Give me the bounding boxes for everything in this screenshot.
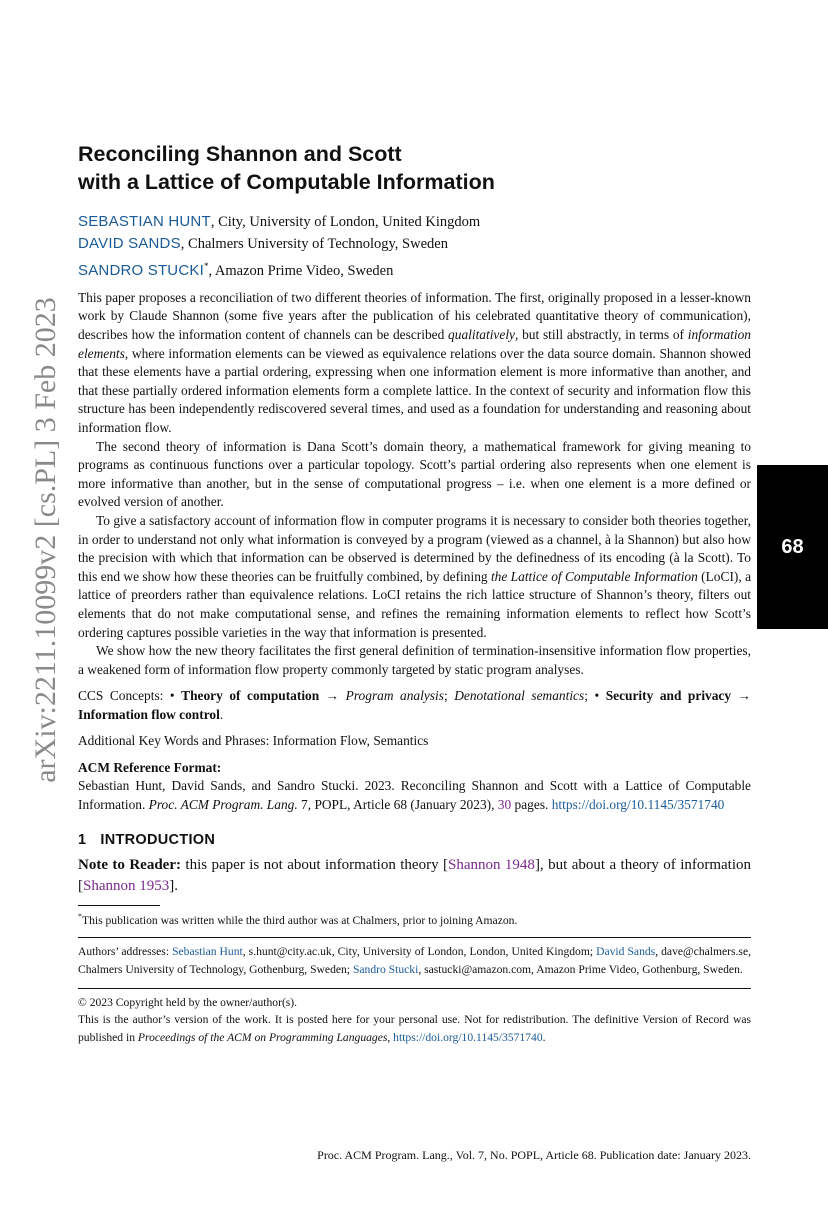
ccs-term: Information flow control xyxy=(78,707,220,723)
author-link[interactable]: David Sands xyxy=(596,945,656,959)
footnote-rule xyxy=(78,905,160,906)
reference-text: pages. xyxy=(511,796,552,812)
abstract-emphasis: the Lattice of Computable Information xyxy=(490,568,698,584)
author-affiliation: , Amazon Prime Video, Sweden xyxy=(208,262,394,279)
running-footer: Proc. ACM Program. Lang., Vol. 7, No. POPL, Article 68. Publication date: January 2023. xyxy=(317,1148,751,1162)
footnote-mark: * xyxy=(78,912,82,922)
abstract xyxy=(78,289,751,679)
section-title: INTRODUCTION xyxy=(100,832,216,849)
intro-text: ]. xyxy=(169,878,178,895)
author-link[interactable]: Sandro Stucki xyxy=(352,962,419,976)
author-affiliation: , Chalmers University of Technology, Sweden xyxy=(180,236,448,252)
abstract-text: , but still abstractly, in terms of xyxy=(514,327,688,343)
title-line-2: with a Lattice of Computable Information xyxy=(78,170,495,194)
intro-text: this paper is not about information theory [ xyxy=(180,857,448,874)
abstract-paragraph xyxy=(78,289,751,438)
author-affiliation: , City, University of London, United Kingdom xyxy=(210,214,481,230)
citation-link[interactable]: Shannon 1948 xyxy=(448,857,535,874)
author-list xyxy=(78,211,751,282)
abstract-text: This paper proposes a reconciliation of two different theories of information. The first, originally proposed in a lesser-known work by Claude Shannon (some five years after the publication of his celebrated quantitative theory of communication), describes how the information content of channels can be described xyxy=(78,289,751,343)
note-label: Note to Reader: xyxy=(78,857,181,874)
abstract-emphasis: qualitatively xyxy=(448,327,515,343)
abstract-paragraph xyxy=(78,512,751,642)
reference-text: 7, POPL, Article 68 (January 2023), xyxy=(297,796,498,812)
divider xyxy=(78,988,751,989)
ccs-separator: ; • xyxy=(584,688,606,704)
ccs-arrow: → xyxy=(319,688,346,704)
ccs-concepts xyxy=(78,686,751,724)
acm-reference-heading: ACM Reference Format: xyxy=(78,760,222,776)
citation-link[interactable]: Shannon 1953 xyxy=(83,878,170,895)
address-text: , dave@chalmers.se, Chalmers University of Technology, Gothenburg, Sweden; xyxy=(78,945,751,976)
ccs-term: Program analysis xyxy=(345,688,444,704)
keywords: Additional Key Words and Phrases: Information Flow, Semantics xyxy=(78,733,429,749)
ccs-separator: ; xyxy=(443,688,455,704)
abstract-text: (LoCI), a lattice of preorders rather than equivalence relations. LoCI retains the rich lattice structure of Shannon’s theory, filters out elements that do not make computational sense, and refines the remaining information elements to reflect how Scott’s ordering captures possible varieties in the way that information is presented. xyxy=(78,568,752,640)
ccs-prefix: CCS Concepts: • xyxy=(78,688,182,704)
author-line xyxy=(78,255,751,282)
footnote-text: This publication was written while the third author was at Chalmers, prior to joining Amazon. xyxy=(82,914,518,928)
author-name[interactable]: SEBASTIAN HUNT xyxy=(78,213,211,230)
section-heading xyxy=(78,830,751,850)
abstract-text: , where information elements can be viewed as equivalence relations over the data source domain. Shannon showed that these elements have a partial ordering, expressing when one information element is more informative than another, and that these partially ordered information elements form a complete lattice. In the context of security and information flow this structure has been independently rediscovered several times, and used as a foundation for understanding and reasoning about information flow. xyxy=(78,345,751,435)
abstract-text: To give a satisfactory account of information flow in computer programs it is necessary to consider both theories together, in order to understand not only what information is conveyed by a program (viewed as a channel, à la Shannon) but also how the precision with which that information can be observed is determined by the definedness of its encoding (à la Scott). To this end we show how these theories can be fruitfully combined, by defining xyxy=(78,512,751,584)
journal-name: Proc. ACM Program. Lang. xyxy=(148,796,298,812)
title-line-1: Reconciling Shannon and Scott xyxy=(78,142,402,166)
footnote xyxy=(78,909,751,929)
copyright-line: © 2023 Copyright held by the owner/author(s). xyxy=(78,995,298,1009)
author-link[interactable]: Sebastian Hunt xyxy=(172,945,243,959)
abstract-paragraph: We show how the new theory facilitates the first general definition of termination-insensitive information flow properties, a weakened form of information flow property commonly targeted by static program analyses. xyxy=(78,643,751,677)
author-name[interactable]: DAVID SANDS xyxy=(78,235,181,252)
footnote-mark[interactable]: * xyxy=(203,261,209,271)
author-line xyxy=(78,211,751,233)
ccs-term: Theory of computation xyxy=(181,688,320,704)
ccs-term: Security and privacy xyxy=(605,688,732,704)
intro-paragraph xyxy=(78,855,751,897)
ccs-arrow: → xyxy=(731,688,751,704)
paper-title xyxy=(78,140,751,196)
page-count-link[interactable]: 30 xyxy=(497,796,512,812)
addresses-prefix: Authors’ addresses: xyxy=(78,945,173,959)
acm-reference xyxy=(78,777,751,814)
arxiv-stamp: arXiv:2211.10099v2 [cs.PL] 3 Feb 2023 xyxy=(29,297,62,783)
copyright-text: . xyxy=(542,1030,546,1044)
ccs-end: . xyxy=(219,707,224,723)
page-content xyxy=(78,140,751,1046)
doi-link[interactable]: https://doi.org/10.1145/3571740 xyxy=(393,1030,543,1044)
author-name[interactable]: SANDRO STUCKI xyxy=(78,261,204,279)
copyright-text: This is the author’s version of the work. It is posted here for your personal use. Not for redistribution. The definitive Version of Record was published in xyxy=(78,1013,751,1044)
article-number-tab: 68 xyxy=(757,465,828,629)
address-text: , sastucki@amazon.com, Amazon Prime Video, Gothenburg, Sweden. xyxy=(418,962,743,976)
author-line xyxy=(78,233,751,255)
section-number: 1 xyxy=(78,832,87,849)
venue-name: Proceedings of the ACM on Programming Languages xyxy=(137,1030,388,1044)
divider xyxy=(78,937,751,938)
doi-link[interactable]: https://doi.org/10.1145/3571740 xyxy=(551,796,725,812)
address-text: , s.hunt@city.ac.uk, City, University of London, London, United Kingdom; xyxy=(242,945,597,959)
author-addresses xyxy=(78,943,751,978)
ccs-term: Denotational semantics xyxy=(454,688,585,704)
abstract-paragraph: The second theory of information is Dana Scott’s domain theory, a mathematical framework for giving meaning to programs as continuous functions over a particular topology. Scott’s partial ordering also represents when one element is more informative than another, but in the sense of computational progress – i.e. when one element is a more defined or evolved version of another. xyxy=(78,438,751,510)
intro-text: ], but about a theory of information [ xyxy=(78,857,752,895)
copyright-text: , xyxy=(387,1030,394,1044)
reference-text: Sebastian Hunt, David Sands, and Sandro Stucki. 2023. Reconciling Shannon and Scott with a Lattice of Computable Information. xyxy=(78,778,751,812)
abstract-emphasis: information elements xyxy=(78,327,751,361)
copyright-notice xyxy=(78,994,751,1047)
